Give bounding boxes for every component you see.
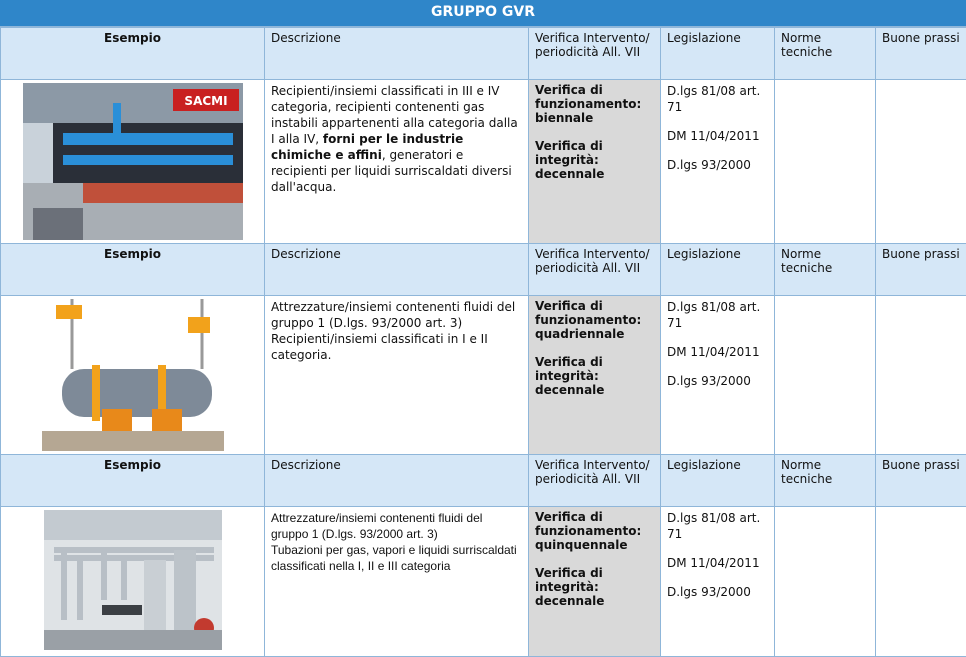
verifica-cell [529,507,661,657]
buone-cell [876,507,966,657]
verifica-integrita: Verifica di integrità: decennale [535,139,654,181]
legislazione-cell: D.lgs 81/08 art. 71 DM 11/04/2011 D.lgs 93/2000 [661,80,775,244]
example-image-cell [1,296,265,455]
verifica-integrita: Verifica di integrità: decennale [535,566,654,608]
verifica-cell [529,296,661,455]
example-image-cell [1,507,265,657]
header-legislazione: Legislazione [661,28,775,80]
description-cell: Recipienti/insiemi classificati in III e IV categoria, recipienti contenenti gas instabili appartenenti alla categoria dalla I alla IV, forni per le industrie chimiche e affini, generatori e recipienti per liquidi surriscaldati diversi dall'acqua. [265,80,529,244]
table-row [1,80,966,244]
header-descrizione: Descrizione [265,28,529,80]
header-esempio: Esempio [1,28,265,80]
norme-cell [775,296,876,455]
header-row [1,28,966,80]
pressure-vessel-crane-photo [42,299,224,451]
svg-text:SACMI: SACMI [184,94,227,108]
verifica-funzionamento: Verifica di funzionamento: quinquennale [535,510,654,552]
header-row: Esempio Descrizione Verifica Intervento/ periodicità All. VII Legislazione Norme tecniche Buone prassi [1,244,966,296]
norme-cell [775,507,876,657]
gvr-table [0,27,966,657]
example-image-cell [1,80,265,244]
header-row: Esempio Descrizione Verifica Intervento/ periodicità All. VII Legislazione Norme tecniche Buone prassi [1,455,966,507]
buone-cell [876,296,966,455]
table-row [1,507,966,657]
legislazione-cell: D.lgs 81/08 art. 71 DM 11/04/2011 D.lgs 93/2000 [661,507,775,657]
verifica-funzionamento: Verifica di funzionamento: quadriennale [535,299,654,341]
verifica-cell [529,80,661,244]
header-verifica: Verifica Intervento/ periodicità All. VII [529,28,661,80]
piping-plant-photo [44,510,222,650]
industrial-oven-photo [23,83,243,240]
buone-cell [876,80,966,244]
header-norme: Norme tecniche [775,28,876,80]
verifica-funzionamento: Verifica di funzionamento: biennale [535,83,654,125]
verifica-integrita: Verifica di integrità: decennale [535,355,654,397]
description-cell: Attrezzature/insiemi contenenti fluidi del gruppo 1 (D.lgs. 93/2000 art. 3) Tubazioni per gas, vapori e liquidi surriscaldati classificati nella I, II e III categoria [265,507,529,657]
description-cell: Attrezzature/insiemi contenenti fluidi del gruppo 1 (D.lgs. 93/2000 art. 3) Recipienti/insiemi classificati in I e II categoria. [265,296,529,455]
header-buone: Buone prassi [876,28,966,80]
page-title: GRUPPO GVR [0,0,966,27]
legislazione-cell: D.lgs 81/08 art. 71 DM 11/04/2011 D.lgs 93/2000 [661,296,775,455]
table-row [1,296,966,455]
norme-cell [775,80,876,244]
